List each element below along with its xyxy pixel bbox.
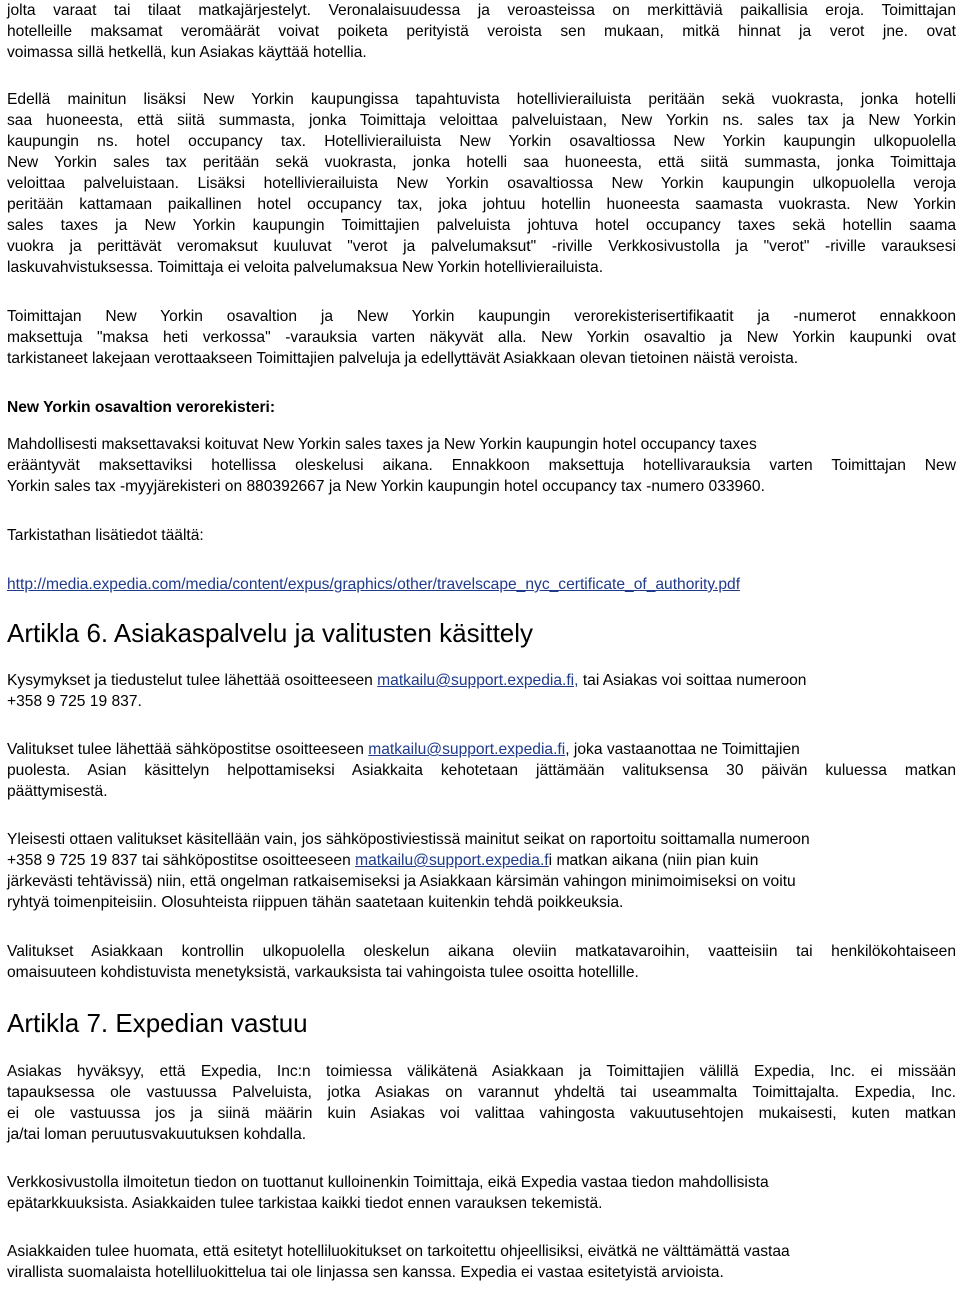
text-line: Yleisesti ottaen valitukset käsitellään vain, jos sähköpostiviestissä mainitut seikat on raportoitu soittamalla numeroon [7, 831, 810, 848]
text-line: laskuvahvistuksessa. Toimittaja ei veloita palvelumaksua New Yorkin hotellivierailuista. [7, 259, 604, 276]
text-line: Mahdollisesti maksettavaksi koituvat New Yorkin sales taxes ja New Yorkin kaupungin hotel occupancy taxes [7, 436, 757, 453]
certificate-link-line [7, 574, 956, 595]
text-line: maksettuja "maksa heti verkossa" -varauksia varten näkyvät alla. New Yorkin osavaltio ja New Yorkin kaupunki ovat [7, 329, 956, 346]
article-6-title: Artikla 6. Asiakaspalvelu ja valitusten käsittely [7, 618, 534, 648]
article-6-complaints-paragraph [7, 739, 956, 802]
text-fragment: , joka vastaanottaa ne Toimittajien [565, 741, 800, 758]
text-line: jolta varaat tai tilaat matkajärjestelyt. Veronalaisuudessa ja veroasteissa on merkittäviä paikallisia eroja. Toimittajan [7, 2, 956, 19]
text-line: ryhtyä toimenpiteisiin. Olosuhteista riippuen tähän saatetaan kuitenkin tehdä poikkeuksia. [7, 894, 624, 911]
complaints-email-link[interactable]: matkailu@support.expedia.fi [368, 741, 566, 758]
text-line: järkevästi tehtävissä) niin, että ongelman ratkaisemiseksi ja Asiakkaan kärsimän vahingon minimoimiseksi on voitu [7, 873, 796, 890]
text-fragment: Kysymykset ja tiedustelut tulee lähettää osoitteeseen [7, 672, 373, 689]
text-fragment: matkan aikana (niin pian kuin [556, 852, 759, 869]
text-line: puolesta. Asian käsittelyn helpottamiseksi Asiakkaita kehotetaan jättämään valituksensa 30 päivän kuluessa matkan [7, 762, 956, 779]
text-line: erääntyvät maksettaviksi hotellissa oleskelusi aikana. Ennakkoon maksettuja hotellivarauksia varten Toimittajan New [7, 457, 956, 474]
text-line: ja/tai loman peruutusvakuutuksen kohdalla. [7, 1126, 307, 1143]
reporting-email-link[interactable]: matkailu@support.expedia.f [355, 852, 549, 869]
text-line: saa huoneesta, että siitä summasta, jonka Toimittaja veloittaa palveluistaan, New Yorkin ns. sales tax ja New Yorkin [7, 112, 956, 129]
article-6-luggage-paragraph [7, 941, 956, 983]
text-fragment: +358 9 725 19 837 tai sähköpostitse osoitteeseen [7, 852, 351, 869]
text-line: New Yorkin sales tax peritään sekä vuokrasta, jonka hotelli saa huoneesta, että siitä summasta, jonka Toimittaja [7, 154, 956, 171]
text-fragment: Valitukset tulee lähettää sähköpostitse osoitteeseen [7, 741, 364, 758]
text-line: kaupungin ns. hotel occupancy tax. Hotellivierailuista New Yorkin osavaltiossa New Yorkin kaupungin ulkopuolella [7, 133, 956, 150]
certificate-paragraph [7, 306, 956, 369]
article-6-contact-paragraph [7, 670, 956, 712]
text-line: tarkistaneet lakejaan verottaakseen Toimittajien palveluja ja edellyttävät Asiakkaan olevan tietoinen näistä veroista. [7, 350, 799, 367]
text-line: voimassa sillä hetkellä, kun Asiakas käyttää hotellia. [7, 44, 367, 61]
registry-heading: New Yorkin osavaltion verorekisteri: [7, 399, 276, 416]
article-7-information-paragraph [7, 1172, 956, 1214]
text-line [7, 739, 956, 760]
article-7-title: Artikla 7. Expedian vastuu [7, 1008, 308, 1038]
more-info-label: Tarkistathan lisätiedot täältä: [7, 527, 204, 544]
phone-number: +358 9 725 19 837. [7, 693, 142, 710]
text-line: omaisuuteen kohdistuvista menetyksistä, varkauksista tai vahingoista tulee osoitta hotellille. [7, 964, 639, 981]
text-line: Toimittajan New Yorkin osavaltion ja New Yorkin kaupungin verorekisterisertifikaatit ja -numerot ennakkoon [7, 308, 956, 325]
text-line: hotelleille maksamat veromäärät voivat poiketa perityistä veroista sen mukaan, mitkä hinnat ja verot jne. ovat [7, 23, 956, 40]
text-fragment: i [548, 852, 553, 869]
text-line: Edellä mainitun lisäksi New Yorkin kaupungissa tapahtuvista hotellivierailuista peritään sekä vuokrasta, jonka hotelli [7, 91, 956, 108]
text-line [7, 850, 956, 871]
article-7-liability-paragraph [7, 1061, 956, 1145]
text-line [7, 670, 956, 691]
text-line: virallista suomalaista hotelliluokittelua tai ole linjassa sen kanssa. Expedia ei vastaa esitetyistä arvioista. [7, 1264, 724, 1281]
text-line: Verkkosivustolla ilmoitetun tiedon on tuottanut kulloinenkin Toimittaja, eikä Expedia vastaa tiedon mahdollisista [7, 1174, 769, 1191]
text-line: peritään kattamaan paikallinen hotel occupancy tax, joka johtuu hotellin huoneesta saamasta vuokrasta. New Yorkin [7, 196, 956, 213]
text-line: Valitukset Asiakkaan kontrollin ulkopuolella oleskelun aikana oleviin matkatavaroihin, vaatteisiin tai henkilökohtaiseen [7, 943, 956, 960]
intro-paragraph [7, 0, 956, 63]
certificate-link[interactable]: http://media.expedia.com/media/content/expus/graphics/other/travelscape_nyc_certificate_of_authority.pdf [7, 576, 741, 593]
article-7-rating-paragraph [7, 1241, 956, 1283]
text-line: tapauksessa ole vastuussa Palveluista, jotka Asiakas on varannut yhdeltä tai useammalta Toimittajalta. Expedia, Inc. [7, 1084, 956, 1101]
text-line: sales taxes ja New Yorkin kaupungin Toimittajien palveluista johtuva hotel occupancy taxes sekä hotellin saama [7, 217, 956, 234]
text-line: Yorkin sales tax -myyjärekisteri on 880392667 ja New Yorkin kaupungin hotel occupancy tax -numero 033960. [7, 478, 765, 495]
text-line: Asiakkaiden tulee huomata, että esitetyt hotelliluokitukset on tarkoitettu ohjeellisiksi, eivätkä ne välttämättä vastaa [7, 1243, 790, 1260]
support-email-link[interactable]: matkailu@support.expedia.fi, [377, 672, 579, 689]
nyc-tax-paragraph [7, 89, 956, 278]
registry-paragraph [7, 434, 956, 497]
text-line: vuokra ja perittävät veromaksut kuuluvat "verot ja palvelumaksut" -riville Verkkosivustolla ja "verot" -riville varauksesi [7, 238, 956, 255]
text-line: ei ole vastuussa jos ja siinä määrin kuin Asiakas voi valittaa vahingosta vakuutusehtojen mukaisesti, kuten matkan [7, 1105, 956, 1122]
article-6-reporting-paragraph [7, 829, 956, 913]
text-line: Asiakas hyväksyy, että Expedia, Inc:n toimiessa välikätenä Asiakkaan ja Toimittajien välillä Expedia, Inc. ei missään [7, 1063, 956, 1080]
text-line: veloittaa palveluistaan. Lisäksi hotellivierailuista New Yorkin osavaltiossa New Yorkin kaupungin ulkopuolella veroja [7, 175, 956, 192]
text-fragment: tai Asiakas voi soittaa numeroon [582, 672, 807, 689]
text-line: epätarkkuuksista. Asiakkaiden tulee tarkistaa kaikki tiedot ennen varauksen tekemistä. [7, 1195, 603, 1212]
text-line: päättymisestä. [7, 783, 108, 800]
